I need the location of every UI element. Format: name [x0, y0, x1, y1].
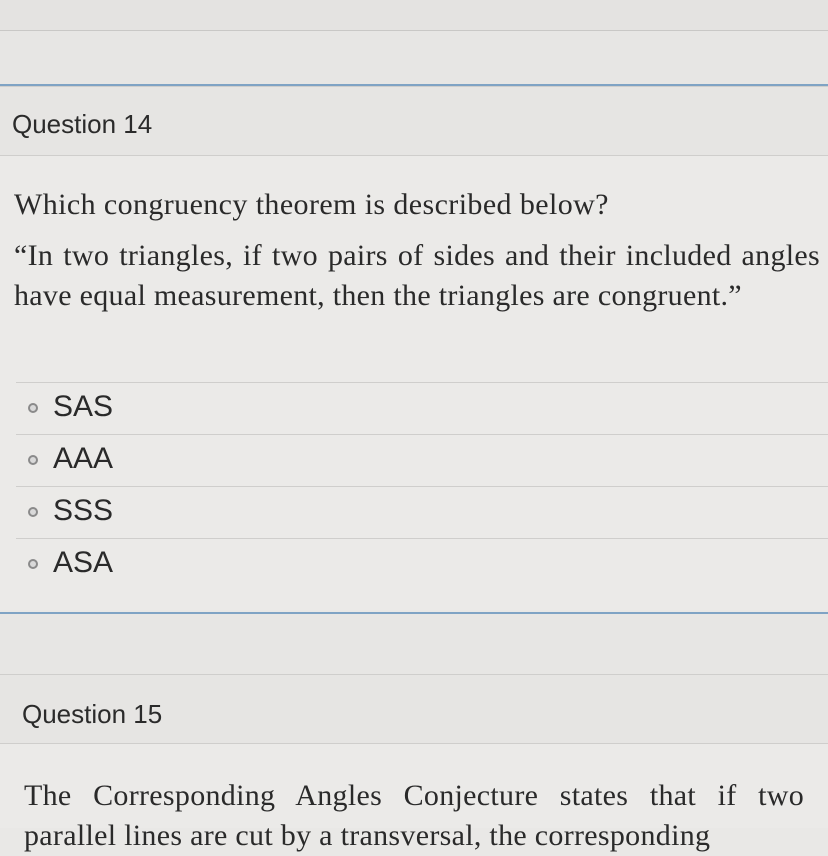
- previous-question-footer: [0, 0, 828, 31]
- question-gap: [0, 614, 828, 674]
- question-15-prompt: The Corresponding Angles Conjecture states that if two parallel lines are cut by a transversal, the corresponding: [24, 779, 804, 852]
- radio-button[interactable]: [28, 455, 38, 465]
- question-gap: [0, 31, 828, 84]
- answer-label: ASA: [53, 546, 114, 579]
- question-14-statement: “In two triangles, if two pairs of sides and their included angles have equal measurement, then the triangles are congruent.”: [14, 239, 820, 312]
- answer-option-aaa[interactable]: [16, 434, 828, 486]
- answer-label: SAS: [53, 390, 114, 423]
- question-15-body: [0, 744, 828, 852]
- answer-option-sas[interactable]: [16, 382, 828, 434]
- question-14-title: Question 14: [12, 109, 153, 139]
- question-14-prompt: Which congruency theorem is described below?: [14, 188, 609, 221]
- question-14-header: [0, 86, 828, 156]
- answer-option-sss[interactable]: [16, 486, 828, 538]
- radio-button[interactable]: [28, 403, 38, 413]
- answer-option-asa[interactable]: [16, 538, 828, 590]
- answer-label: AAA: [53, 442, 114, 475]
- answer-label: SSS: [53, 494, 114, 527]
- question-15-header: [0, 674, 828, 744]
- question-14-body: [0, 156, 828, 610]
- radio-button[interactable]: [28, 559, 38, 569]
- question-15-title: Question 15: [22, 699, 163, 729]
- radio-button[interactable]: [28, 507, 38, 517]
